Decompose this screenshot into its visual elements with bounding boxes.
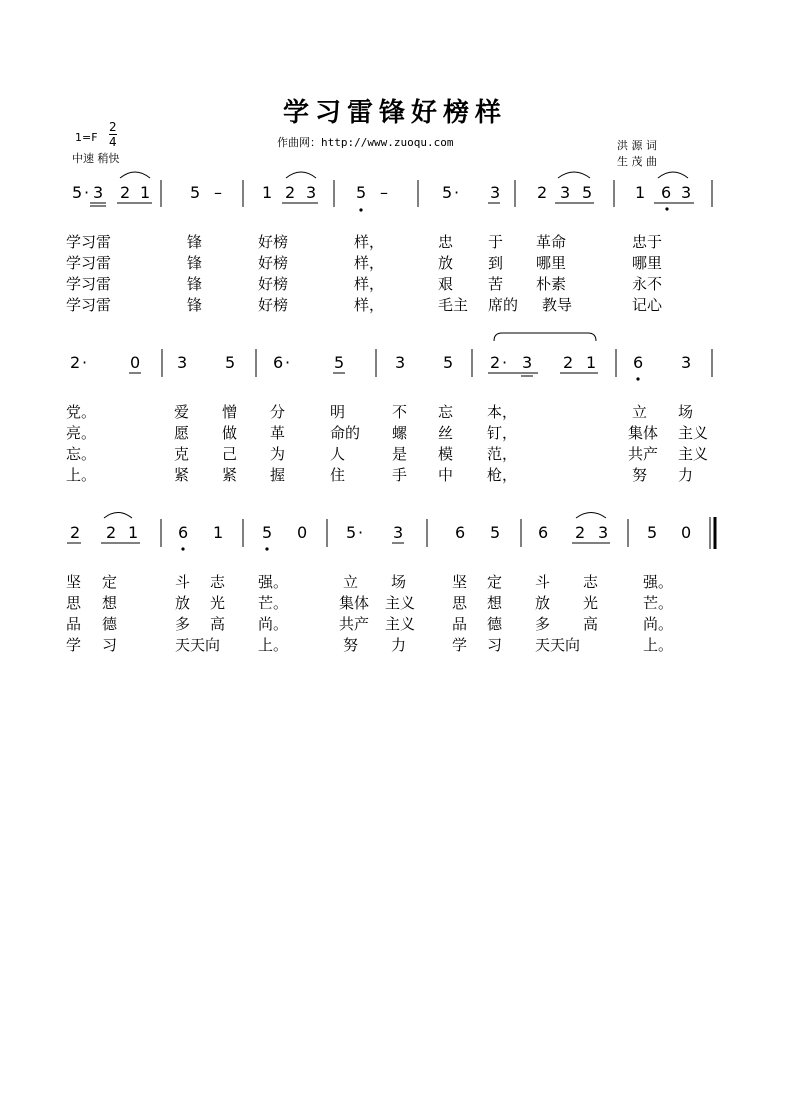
lyric: 德: [487, 615, 503, 633]
low-octave-dot: [665, 207, 668, 210]
dot-mark: ·: [454, 183, 460, 202]
lyric: 好榜: [258, 233, 289, 251]
note: 0: [681, 523, 692, 542]
lyric: 共产: [339, 615, 370, 633]
lyric: 芒。: [643, 594, 674, 612]
low-octave-dot: [636, 377, 639, 380]
lyric: 尚。: [258, 615, 289, 633]
lyric: 学习雷: [66, 296, 112, 314]
line-2-notes: [70, 353, 691, 372]
lyric: 集体: [339, 594, 370, 612]
lyric: 革: [270, 424, 286, 442]
lyric: 思: [452, 594, 468, 612]
lyric: 好榜: [258, 275, 289, 293]
lyric: 定: [487, 573, 503, 591]
low-octave-dot: [265, 547, 268, 550]
lyric: 光: [210, 594, 226, 612]
note: 5: [334, 353, 345, 372]
lyric: 本，: [487, 403, 518, 421]
lyric: 于: [488, 233, 504, 251]
lyric: 记心: [632, 296, 663, 314]
dot-mark: ·: [82, 353, 88, 372]
lyric: 紧: [222, 466, 238, 484]
note: 3: [93, 183, 104, 202]
lyric: 学: [66, 636, 82, 654]
lyric: 模: [438, 445, 454, 463]
lyric: 锋: [187, 296, 203, 314]
lyric: 忘: [438, 403, 454, 421]
lyric: 爱: [174, 403, 190, 421]
lyric: 主义: [678, 424, 709, 442]
lyric: 想: [487, 594, 503, 612]
dash: –: [214, 183, 222, 202]
lyric: 愿: [174, 424, 190, 442]
key-signature: 1=F: [75, 131, 98, 144]
lyric: 品: [452, 615, 468, 633]
lyric: 为: [270, 445, 286, 463]
note: 3: [681, 183, 692, 202]
lyric: 多: [535, 615, 551, 633]
lyric: 天天向: [175, 636, 221, 654]
note: 5: [225, 353, 236, 372]
lyric: 命的: [330, 424, 361, 442]
note: 0: [297, 523, 308, 542]
notation-line-1: [90, 172, 712, 207]
lyric: 学: [452, 636, 468, 654]
lyric: 上。: [643, 636, 674, 654]
dot-mark: ·: [358, 523, 364, 542]
note: 5: [442, 183, 453, 202]
lyric: 习: [102, 636, 118, 654]
note: 5: [490, 523, 501, 542]
note: 6: [455, 523, 466, 542]
note: 2: [106, 523, 117, 542]
lyric: 坚: [66, 573, 82, 591]
lyric: 天天向: [535, 636, 581, 654]
note: 5: [443, 353, 454, 372]
lyric: 光: [583, 594, 599, 612]
lyric: 样，: [354, 233, 385, 251]
lyric: 力: [391, 636, 407, 654]
lyric: 共产: [628, 445, 659, 463]
lyric: 多: [175, 615, 191, 633]
dash: –: [380, 183, 388, 202]
note: 2: [70, 523, 81, 542]
note: 2: [285, 183, 296, 202]
lyric: 好榜: [258, 296, 289, 314]
lyric: 分: [270, 403, 286, 421]
lyric: 亮。: [66, 424, 97, 442]
lyric: 努: [632, 466, 648, 484]
line-3-notes: [70, 523, 691, 542]
lyric: 己: [222, 445, 238, 463]
lyric: 钉，: [487, 424, 518, 442]
lyric: 锋: [187, 275, 203, 293]
lyric: 定: [102, 573, 118, 591]
note: 3: [177, 353, 188, 372]
lyric: 手: [392, 466, 408, 484]
line-3-dots: [181, 547, 268, 550]
lyric: 习: [487, 636, 503, 654]
lyric: 范，: [487, 445, 518, 463]
lyric: 革命: [536, 233, 567, 251]
note: 2: [120, 183, 131, 202]
lyric: 样，: [354, 296, 385, 314]
lyric: 党。: [66, 403, 97, 421]
low-octave-dot: [181, 547, 184, 550]
note: 3: [560, 183, 571, 202]
note: 5: [356, 183, 367, 202]
note: 5: [262, 523, 273, 542]
lyric: 高: [210, 615, 226, 633]
lyric: 品: [66, 615, 82, 633]
lyric: 做: [222, 424, 238, 442]
lyric: 想: [102, 594, 118, 612]
lyric: 立: [632, 403, 648, 421]
lyric: 忘。: [66, 445, 97, 463]
lyric: 憎: [222, 403, 238, 421]
note: 0: [130, 353, 141, 372]
note: 3: [598, 523, 609, 542]
time-denominator: 4: [109, 135, 117, 149]
line-1-notes: [72, 183, 691, 202]
lyric: 高: [583, 615, 599, 633]
note: 3: [306, 183, 317, 202]
note: 3: [395, 353, 406, 372]
note: 1: [586, 353, 597, 372]
lyric: 上。: [258, 636, 289, 654]
composer-credit: 生 茂 曲: [617, 155, 657, 168]
lyric: 教导: [542, 296, 573, 314]
lyric: 样，: [354, 254, 385, 272]
lyric: 场: [678, 403, 694, 421]
lyric: 集体: [628, 424, 659, 442]
lyric: 放: [175, 594, 191, 612]
note: 6: [633, 353, 644, 372]
note: 6: [273, 353, 284, 372]
time-numerator: 2: [109, 120, 117, 134]
note: 2: [575, 523, 586, 542]
note: 2: [490, 353, 501, 372]
note: 3: [681, 353, 692, 372]
lyric: 好榜: [258, 254, 289, 272]
note: 3: [393, 523, 404, 542]
lyric: 握: [270, 466, 286, 484]
lyric: 学习雷: [66, 275, 112, 293]
lyric: 主义: [385, 615, 416, 633]
note: 6: [538, 523, 549, 542]
lyric: 放: [438, 254, 454, 272]
lyric: 强。: [258, 573, 289, 591]
lyric: 德: [102, 615, 118, 633]
lyric: 思: [66, 594, 82, 612]
lyric: 上。: [66, 466, 97, 484]
lyric: 志: [583, 573, 599, 591]
note: 1: [635, 183, 646, 202]
lyric: 志: [210, 573, 226, 591]
lyric: 艰: [438, 275, 454, 293]
lyric: 芒。: [258, 594, 289, 612]
note: 2: [537, 183, 548, 202]
lyric: 克: [174, 445, 190, 463]
lyric: 住: [330, 466, 346, 484]
lyric: 哪里: [536, 254, 567, 272]
lyric: 是: [392, 445, 408, 463]
lyric: 中: [438, 466, 454, 484]
lyric: 席的: [488, 296, 519, 314]
note: 5: [582, 183, 593, 202]
line-2-dots: [636, 377, 639, 380]
lyric: 坚: [452, 573, 468, 591]
dot-mark: ·: [84, 183, 90, 202]
lyric: 苦: [488, 275, 504, 293]
lyric: 哪里: [632, 254, 663, 272]
note: 1: [140, 183, 151, 202]
lyric: 锋: [187, 233, 203, 251]
note: 5: [346, 523, 357, 542]
lyric: 斗: [535, 573, 551, 591]
lyric: 锋: [187, 254, 203, 272]
note: 6: [661, 183, 672, 202]
lyric: 到: [488, 254, 504, 272]
tempo-marking: 中速 稍快: [72, 152, 120, 165]
note: 1: [128, 523, 139, 542]
lyric: 学习雷: [66, 233, 112, 251]
lyric: 主义: [678, 445, 709, 463]
lyric: 学习雷: [66, 254, 112, 272]
lyric: 放: [535, 594, 551, 612]
note: 6: [178, 523, 189, 542]
dot-mark: ·: [285, 353, 291, 372]
note: 5: [190, 183, 201, 202]
lyric: 主义: [385, 594, 416, 612]
lyric: 永不: [632, 275, 663, 293]
lyric: 丝: [438, 424, 454, 442]
lyric: 场: [391, 573, 407, 591]
lyric: 斗: [175, 573, 191, 591]
lyric: 努: [343, 636, 359, 654]
lyric: 尚。: [643, 615, 674, 633]
lyric: 朴素: [536, 275, 567, 293]
lyricist-credit: 洪 源 词: [617, 139, 657, 152]
line-1-dots: [359, 207, 668, 211]
note: 3: [490, 183, 501, 202]
lyric: 枪，: [487, 466, 518, 484]
song-title: 学习雷锋好榜样: [282, 98, 507, 128]
lyric: 人: [330, 445, 346, 463]
note: 1: [213, 523, 224, 542]
lyric: 紧: [174, 466, 190, 484]
low-octave-dot: [359, 208, 362, 211]
note: 3: [522, 353, 533, 372]
note: 5: [72, 183, 83, 202]
note: 5: [647, 523, 658, 542]
notation-line-3: [67, 513, 715, 550]
lyric: 强。: [643, 573, 674, 591]
lyric: 忠: [438, 233, 454, 251]
website-url: http://www.zuoqu.com: [321, 136, 454, 149]
lyric: 忠于: [632, 233, 663, 251]
lyric: 毛主: [438, 296, 469, 314]
note: 2: [563, 353, 574, 372]
lyric: 立: [343, 573, 359, 591]
lyric: 不: [392, 403, 408, 421]
lyric: 样，: [354, 275, 385, 293]
note: 1: [262, 183, 273, 202]
website-label: 作曲网：: [277, 136, 321, 149]
lyric: 力: [678, 466, 694, 484]
notation-line-2: [129, 333, 712, 377]
dot-mark: ·: [502, 353, 508, 372]
lyric: 螺: [392, 424, 408, 442]
lyric: 明: [330, 403, 346, 421]
note: 2: [70, 353, 81, 372]
